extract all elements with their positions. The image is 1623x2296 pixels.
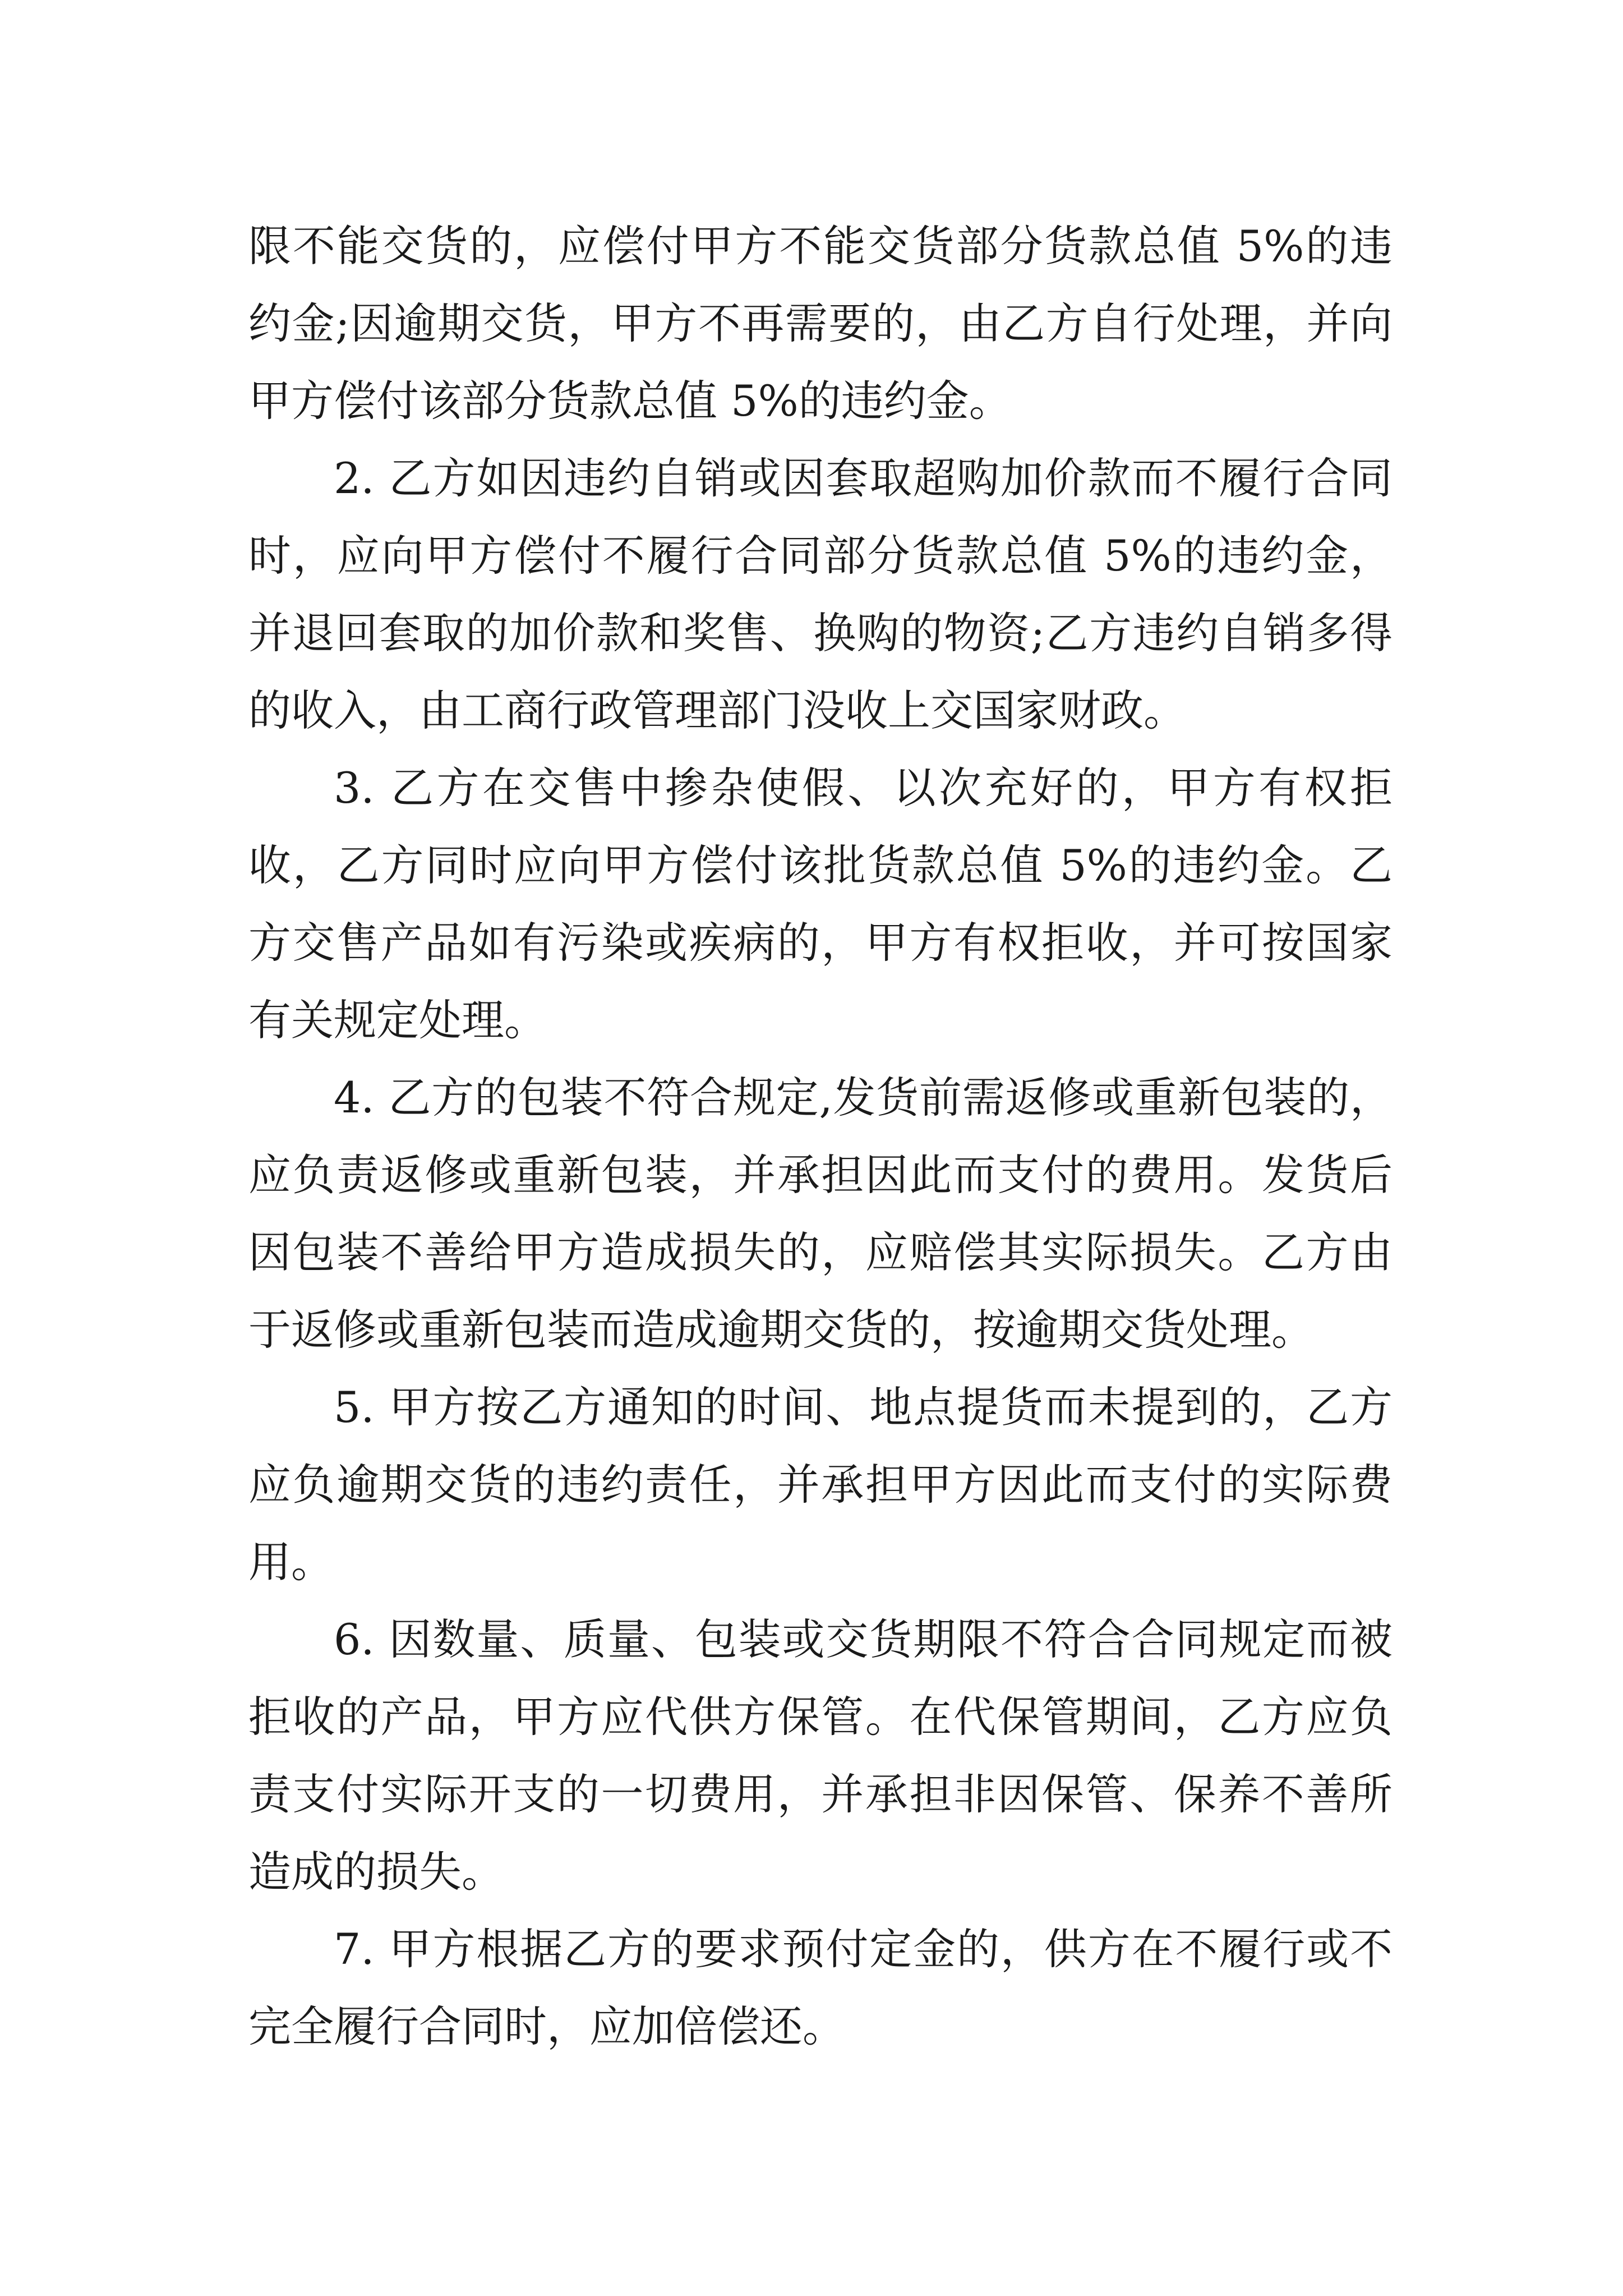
paragraph-clause-5: 5. 甲方按乙方通知的时间、地点提货而未提到的，乙方应负逾期交货的违约责任，并承担甲方因此而支付的实际费用。: [248, 1382, 1393, 1587]
paragraph-clause-3: 3. 乙方在交售中掺杂使假、以次充好的，甲方有权拒收，乙方同时应向甲方偿付该批货款总值 5%的违约金。乙方交售产品如有污染或疾病的，甲方有权拒收，并可按国家有关规定处理。: [248, 763, 1393, 1045]
paragraph-clause-7: 7. 甲方根据乙方的要求预付定金的，供方在不履行或不完全履行合同时，应加倍偿还。: [248, 1924, 1393, 2051]
paragraph-clause-2: 2. 乙方如因违约自销或因套取超购加价款而不履行合同时，应向甲方偿付不履行合同部分货款总值 5%的违约金，并退回套取的加价款和奖售、换购的物资;乙方违约自销多得的收入，由工商行政管理部门没收上交国家财政。: [248, 453, 1393, 735]
contract-body: [248, 208, 1393, 2065]
paragraph-clause-4: 4. 乙方的包装不符合规定,发货前需返修或重新包装的，应负责返修或重新包装，并承担因此而支付的费用。发货后因包装不善给甲方造成损失的，应赔偿其实际损失。乙方由于返修或重新包装而造成逾期交货的，按逾期交货处理。: [248, 1073, 1393, 1355]
paragraph-continuation: 限不能交货的，应偿付甲方不能交货部分货款总值 5%的违约金;因逾期交货，甲方不再需要的，由乙方自行处理，并向甲方偿付该部分货款总值 5%的违约金。: [248, 221, 1393, 426]
paragraph-clause-6: 6. 因数量、质量、包装或交货期限不符合合同规定而被拒收的产品，甲方应代供方保管。在代保管期间，乙方应负责支付实际开支的一切费用，并承担非因保管、保养不善所造成的损失。: [248, 1614, 1393, 1897]
